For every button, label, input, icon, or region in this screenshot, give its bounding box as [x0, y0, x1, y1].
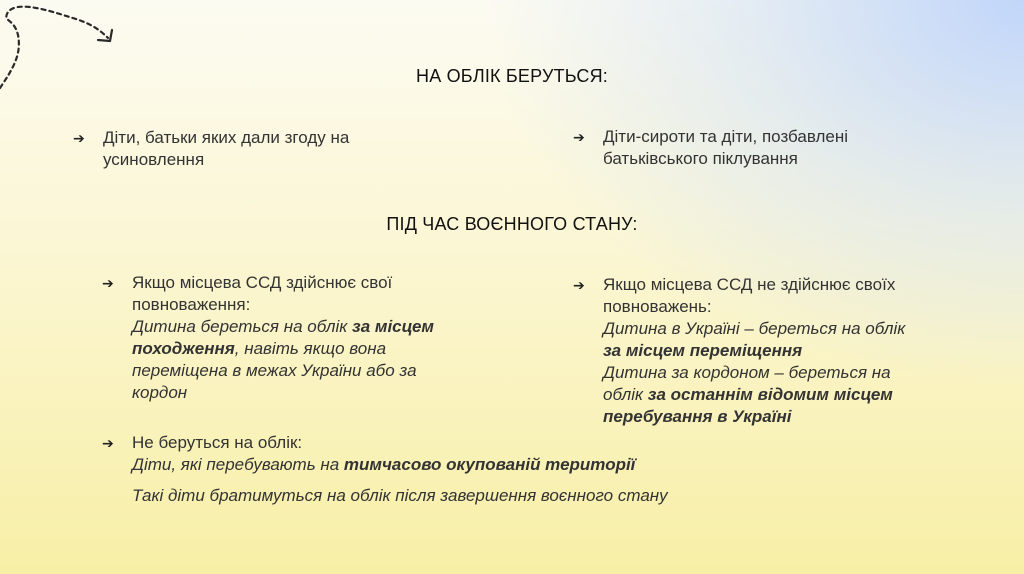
bullet-ssd-not-exercises	[573, 274, 906, 428]
arrow-right-icon: ➔	[573, 277, 585, 293]
bullet-text-line: Дитина береться на облік за місцем	[132, 317, 434, 336]
bullet-text-line: Діти-сироти та діти, позбавлені	[603, 127, 849, 146]
arrow-right-icon: ➔	[573, 129, 585, 145]
bullet-not-registered	[102, 432, 636, 476]
bullet-text-line: перебування в Україні	[603, 407, 792, 426]
bullet-text-line: за місцем переміщення	[603, 341, 803, 360]
bullet-text-line: Діти, які перебувають на тимчасово окупованій території	[132, 455, 636, 474]
footnote: Такі діти братимуться на облік після завершення воєнного стану	[132, 486, 668, 505]
bullet-text-line: Не беруться на облік:	[132, 433, 303, 452]
bullet-text-line: переміщена в межах України або за	[132, 361, 417, 380]
bullet-text-line: Якщо місцева ССД не здійснює своїх	[603, 275, 896, 294]
bullet-text-line: повноважень:	[603, 297, 712, 316]
bullet-text-line: Якщо місцева ССД здійснює свої	[132, 273, 393, 292]
arrow-right-icon: ➔	[102, 435, 114, 451]
bullet-text-line: повноваження:	[132, 295, 251, 314]
arrow-right-icon: ➔	[73, 130, 85, 146]
bullet-text-line: походження, навіть якщо вона	[132, 339, 387, 358]
bullet-text-line: Дитина в Україні – береться на облік	[603, 319, 906, 338]
bullet-text-line: кордон	[132, 383, 188, 402]
bullet-text-line: усиновлення	[103, 150, 205, 169]
bullet-text-line: Дитина за кордоном – береться на	[603, 363, 891, 382]
bullet-text-line: батьківського піклування	[603, 149, 798, 168]
heading-martial-law: ПІД ЧАС ВОЄННОГО СТАНУ:	[386, 214, 638, 234]
bullet-parents-consent	[73, 127, 350, 171]
bullet-text-line: Діти, батьки яких дали згоду на	[103, 128, 350, 147]
arrow-right-icon: ➔	[102, 275, 114, 291]
heading-registered: НА ОБЛІК БЕРУТЬСЯ:	[416, 66, 608, 86]
bullet-orphans	[573, 126, 849, 170]
bullet-text-line: облік за останнім відомим місцем	[603, 385, 893, 404]
bullet-ssd-exercises	[102, 272, 434, 404]
